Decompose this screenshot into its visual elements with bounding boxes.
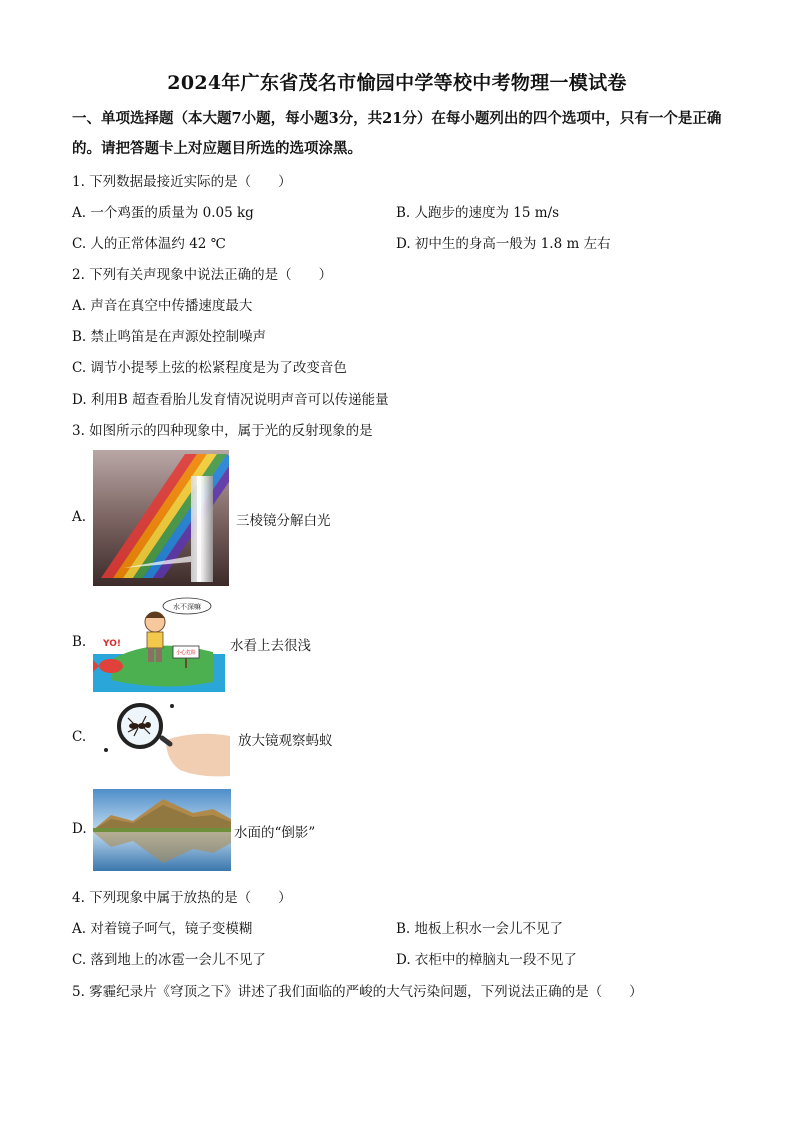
question-2-stem: 2. 下列有关声现象中说法正确的是（ ）: [72, 267, 333, 283]
question-4-stem: 4. 下列现象中属于放热的是（ ）: [72, 890, 292, 906]
question-3-option-b-label[interactable]: B.: [72, 634, 87, 650]
magnifier-illustration: [100, 700, 232, 778]
cartoon-boy-illustration: [93, 596, 225, 692]
question-3-option-d-label[interactable]: D.: [72, 821, 87, 837]
question-3-option-c-caption: 放大镜观察蚂蚁: [238, 733, 333, 749]
question-4-option-d[interactable]: D. 衣柜中的樟脑丸一段不见了: [396, 952, 577, 968]
question-4-option-c[interactable]: C. 落到地上的冰雹一会儿不见了: [72, 952, 266, 968]
question-2-option-b[interactable]: B. 禁止鸣笛是在声源处控制噪声: [72, 329, 267, 345]
question-2-option-c[interactable]: C. 调节小提琴上弦的松紧程度是为了改变音色: [72, 360, 347, 376]
speech-bubble-text: 水不深嘛: [173, 603, 201, 611]
magnifier-image[interactable]: [100, 700, 232, 778]
page-title: 2024年广东省茂名市愉园中学等校中考物理一模试卷: [167, 72, 627, 94]
question-3-option-a-caption: 三棱镜分解白光: [236, 513, 331, 529]
question-3-option-c-label[interactable]: C.: [72, 729, 87, 745]
question-3-option-b-caption: 水看上去很浅: [230, 638, 311, 654]
question-2-option-a[interactable]: A. 声音在真空中传播速度最大: [72, 298, 253, 314]
cartoon-boy-image[interactable]: [93, 596, 225, 692]
question-4-option-a[interactable]: A. 对着镜子呵气，镜子变模糊: [72, 921, 253, 937]
question-1-option-d[interactable]: D. 初中生的身高一般为 1.8 m 左右: [396, 236, 611, 252]
reflection-image[interactable]: [93, 789, 231, 871]
section-heading: 一、单项选择题（本大题7小题，每小题3分，共21分）在每小题列出的四个选项中，只有一个是正确的。请把答题卡上对应题目所选的选项涂黑。: [72, 110, 722, 157]
prism-image[interactable]: [93, 450, 229, 586]
svg-text:YO!: YO!: [103, 639, 121, 649]
question-4-option-b[interactable]: B. 地板上积水一会儿不见了: [396, 921, 564, 937]
question-3-option-a-label[interactable]: A.: [72, 509, 87, 525]
question-1-option-a[interactable]: A. 一个鸡蛋的质量为 0.05 kg: [72, 205, 254, 221]
question-1-option-c[interactable]: C. 人的正常体温约 42 ℃: [72, 236, 226, 252]
question-5-stem: 5. 雾霾纪录片《穹顶之下》讲述了我们面临的严峻的大气污染问题，下列说法正确的是（ ）: [72, 984, 643, 1000]
warning-board-text: 小心危险: [175, 650, 197, 656]
question-3-option-d-caption: 水面的“倒影”: [234, 825, 316, 841]
question-1-option-b[interactable]: B. 人跑步的速度为 15 m/s: [396, 205, 560, 221]
question-1-stem: 1. 下列数据最接近实际的是（ ）: [72, 174, 292, 190]
question-2-option-d[interactable]: D. 利用B 超查看胎儿发育情况说明声音可以传递能量: [72, 392, 389, 408]
question-3-stem: 3. 如图所示的四种现象中，属于光的反射现象的是: [72, 423, 373, 439]
reflection-illustration: [93, 789, 231, 871]
prism-illustration: [93, 450, 229, 586]
